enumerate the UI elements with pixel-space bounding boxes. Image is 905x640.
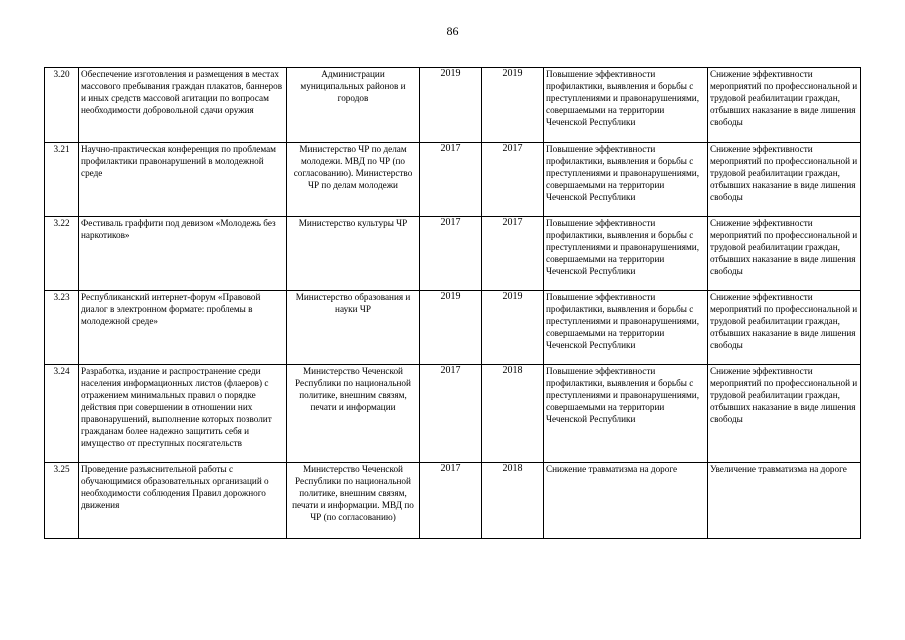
- expected-result: Повышение эффективности профилактики, выявления и борьбы с преступлениями и правонарушениями, совершаемыми на территории Чеченской Республики: [544, 68, 708, 143]
- non-implementation-consequence: Снижение эффективности мероприятий по профессиональной и трудовой реабилитации граждан, отбывших наказание в виде лишения свободы: [708, 143, 861, 217]
- row-number: 3.24: [45, 365, 79, 463]
- non-implementation-consequence: Снижение эффективности мероприятий по профессиональной и трудовой реабилитации граждан, отбывших наказание в виде лишения свободы: [708, 365, 861, 463]
- event-name: Проведение разъяснительной работы с обучающимися образовательных организаций о необходимости соблюдения Правил дорожного движения: [79, 463, 287, 539]
- table-row: [45, 365, 861, 463]
- row-number: 3.20: [45, 68, 79, 143]
- page-number: 86: [446, 24, 459, 38]
- executor: Министерство Чеченской Республики по национальной политике, внешним связям, печати и информации. МВД по ЧР (по согласованию): [287, 463, 420, 539]
- end-year: 2018: [482, 463, 544, 539]
- row-number: 3.23: [45, 291, 79, 365]
- table-row: [45, 291, 861, 365]
- start-year: 2019: [420, 291, 482, 365]
- expected-result: Повышение эффективности профилактики, выявления и борьбы с преступлениями и правонарушениями, совершаемыми на территории Чеченской Республики: [544, 291, 708, 365]
- non-implementation-consequence: Снижение эффективности мероприятий по профессиональной и трудовой реабилитации граждан, отбывших наказание в виде лишения свободы: [708, 291, 861, 365]
- row-number: 3.21: [45, 143, 79, 217]
- executor: Министерство ЧР по делам молодежи. МВД по ЧР (по согласованию). Министерство ЧР по делам молодежи: [287, 143, 420, 217]
- measures-table: [44, 67, 861, 539]
- end-year: 2019: [482, 68, 544, 143]
- start-year: 2019: [420, 68, 482, 143]
- non-implementation-consequence: Снижение эффективности мероприятий по профессиональной и трудовой реабилитации граждан, отбывших наказание в виде лишения свободы: [708, 68, 861, 143]
- row-number: 3.22: [45, 217, 79, 291]
- start-year: 2017: [420, 463, 482, 539]
- expected-result: Снижение травматизма на дороге: [544, 463, 708, 539]
- row-number: 3.25: [45, 463, 79, 539]
- executor: Министерство образования и науки ЧР: [287, 291, 420, 365]
- event-name: Обеспечение изготовления и размещения в местах массового пребывания граждан плакатов, баннеров и иных средств массовой агитации по вопросам необходимости добровольной сдачи оружия: [79, 68, 287, 143]
- end-year: 2017: [482, 143, 544, 217]
- end-year: 2019: [482, 291, 544, 365]
- table-row: [45, 217, 861, 291]
- table-row: [45, 463, 861, 539]
- end-year: 2017: [482, 217, 544, 291]
- event-name: Научно-практическая конференция по проблемам профилактики правонарушений в молодежной среде: [79, 143, 287, 217]
- non-implementation-consequence: Снижение эффективности мероприятий по профессиональной и трудовой реабилитации граждан, отбывших наказание в виде лишения свободы: [708, 217, 861, 291]
- event-name: Республиканский интернет-форум «Правовой диалог в электронном формате: проблемы в молодежной среде»: [79, 291, 287, 365]
- event-name: Разработка, издание и распространение среди населения информационных листов (флаеров) с отражением минимальных правил о порядке действия при совершении в отношении них правонарушений, выполнение которых позволит гражданам более надежно защитить себя и имущество от преступных посягательств: [79, 365, 287, 463]
- start-year: 2017: [420, 143, 482, 217]
- executor: Министерство Чеченской Республики по национальной политике, внешним связям, печати и информации: [287, 365, 420, 463]
- expected-result: Повышение эффективности профилактики, выявления и борьбы с преступлениями и правонарушениями, совершаемыми на территории Чеченской Республики: [544, 143, 708, 217]
- start-year: 2017: [420, 217, 482, 291]
- table-row: [45, 143, 861, 217]
- executor: Министерство культуры ЧР: [287, 217, 420, 291]
- expected-result: Повышение эффективности профилактики, выявления и борьбы с преступлениями и правонарушениями, совершаемыми на территории Чеченской Республики: [544, 217, 708, 291]
- event-name: Фестиваль граффити под девизом «Молодежь без наркотиков»: [79, 217, 287, 291]
- end-year: 2018: [482, 365, 544, 463]
- executor: Администрации муниципальных районов и городов: [287, 68, 420, 143]
- start-year: 2017: [420, 365, 482, 463]
- expected-result: Повышение эффективности профилактики, выявления и борьбы с преступлениями и правонарушениями, совершаемыми на территории Чеченской Республики: [544, 365, 708, 463]
- non-implementation-consequence: Увеличение травматизма на дороге: [708, 463, 861, 539]
- table-row: [45, 68, 861, 143]
